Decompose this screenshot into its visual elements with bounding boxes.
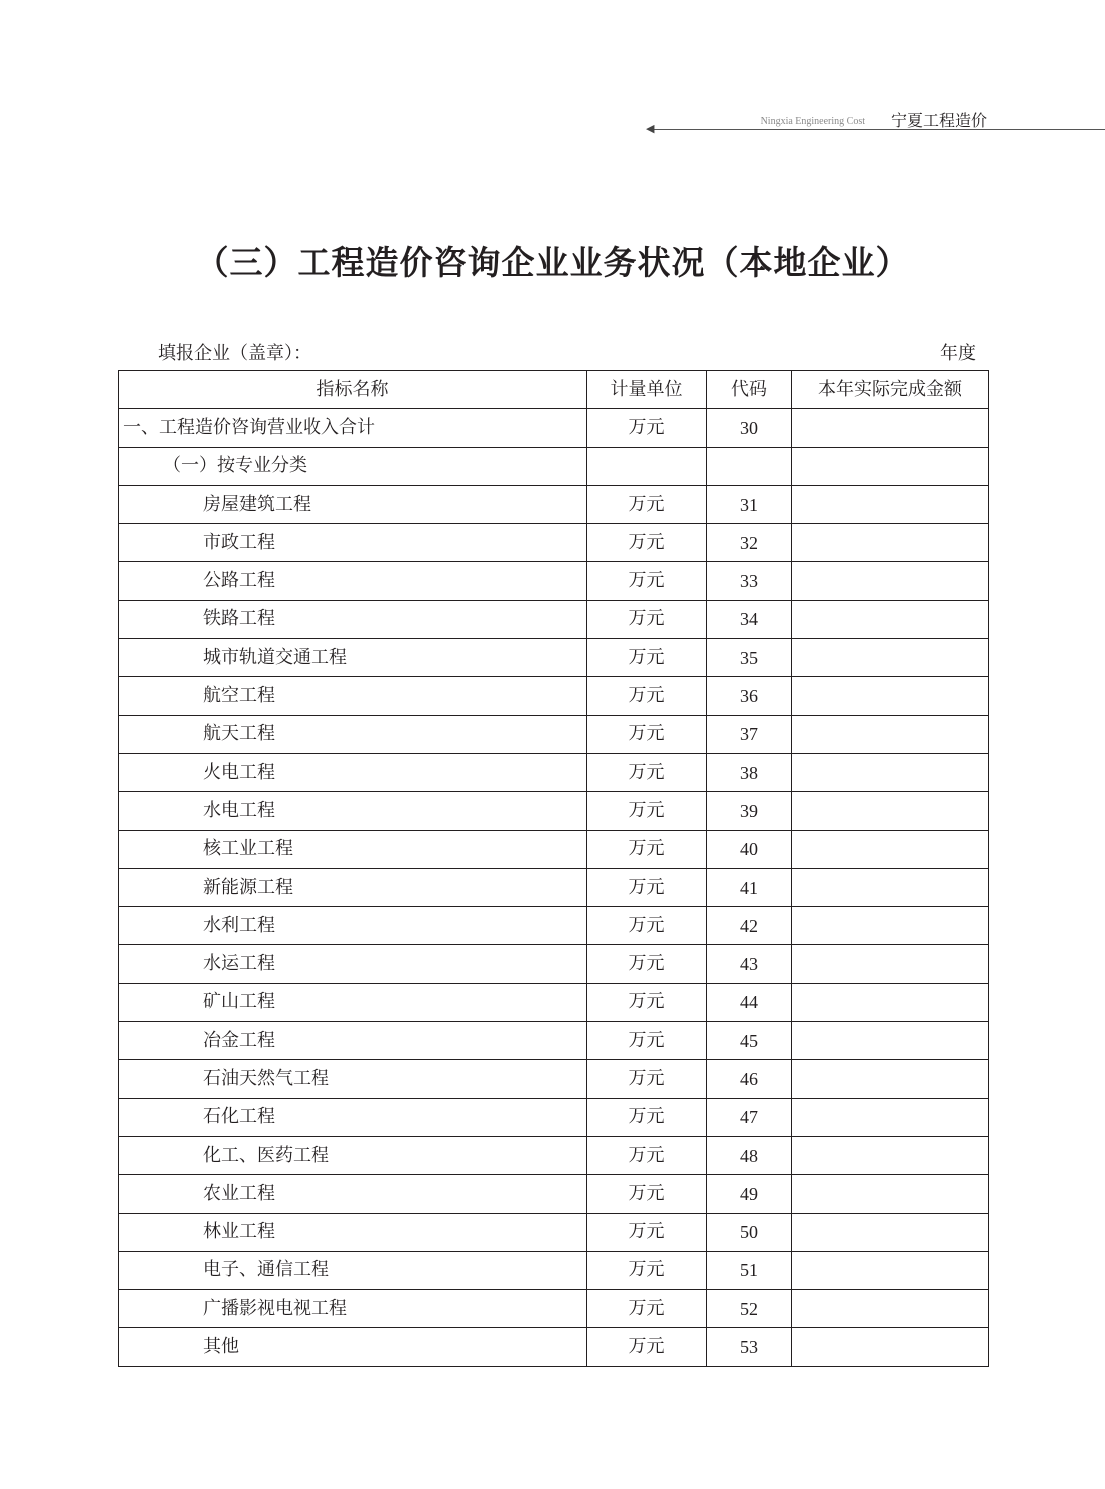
row-unit: 万元	[587, 1060, 707, 1098]
table-row	[119, 677, 989, 715]
table-row	[119, 945, 989, 983]
header-code: 代码	[707, 371, 792, 409]
table-row	[119, 983, 989, 1021]
row-amount-cell[interactable]	[792, 868, 989, 906]
row-unit: 万元	[587, 409, 707, 447]
row-indicator-name: 水运工程	[119, 945, 587, 983]
row-code: 51	[707, 1251, 792, 1289]
row-amount-cell[interactable]	[792, 600, 989, 638]
row-indicator-name: 公路工程	[119, 562, 587, 600]
report-table	[118, 370, 989, 1367]
row-unit: 万元	[587, 1022, 707, 1060]
row-unit: 万元	[587, 1251, 707, 1289]
table-row	[119, 1290, 989, 1328]
row-indicator-name: 化工、医药工程	[119, 1136, 587, 1174]
row-code: 36	[707, 677, 792, 715]
table-row	[119, 639, 989, 677]
table-row	[119, 715, 989, 753]
row-code: 44	[707, 983, 792, 1021]
row-amount-cell[interactable]	[792, 1213, 989, 1251]
row-indicator-name: 电子、通信工程	[119, 1251, 587, 1289]
row-amount-cell[interactable]	[792, 639, 989, 677]
row-indicator-name: 其他	[119, 1328, 587, 1366]
row-unit: 万元	[587, 524, 707, 562]
row-unit	[587, 447, 707, 485]
row-amount-cell[interactable]	[792, 409, 989, 447]
row-amount-cell[interactable]	[792, 677, 989, 715]
row-amount-cell[interactable]	[792, 1022, 989, 1060]
row-code: 47	[707, 1098, 792, 1136]
running-head-chinese: 宁夏工程造价	[890, 111, 987, 130]
filler-label: 填报企业（盖章）：	[158, 343, 311, 364]
row-indicator-name: 石油天然气工程	[119, 1060, 587, 1098]
row-code	[707, 447, 792, 485]
table-row	[119, 1060, 989, 1098]
row-amount-cell[interactable]	[792, 447, 989, 485]
row-amount-cell[interactable]	[792, 1251, 989, 1289]
row-amount-cell[interactable]	[792, 1136, 989, 1174]
row-code: 41	[707, 868, 792, 906]
row-code: 52	[707, 1290, 792, 1328]
table-row	[119, 447, 989, 485]
table-row	[119, 409, 989, 447]
row-unit: 万元	[587, 907, 707, 945]
row-amount-cell[interactable]	[792, 830, 989, 868]
row-unit: 万元	[587, 1328, 707, 1366]
row-indicator-name: （一）按专业分类	[119, 447, 587, 485]
table-body	[119, 409, 989, 1366]
table-row	[119, 524, 989, 562]
row-code: 42	[707, 907, 792, 945]
table-row	[119, 1098, 989, 1136]
row-indicator-name: 农业工程	[119, 1175, 587, 1213]
row-unit: 万元	[587, 485, 707, 523]
row-amount-cell[interactable]	[792, 945, 989, 983]
row-amount-cell[interactable]	[792, 715, 989, 753]
table-row	[119, 1175, 989, 1213]
row-indicator-name: 石化工程	[119, 1098, 587, 1136]
table-row	[119, 1328, 989, 1366]
row-unit: 万元	[587, 753, 707, 791]
row-amount-cell[interactable]	[792, 562, 989, 600]
row-amount-cell[interactable]	[792, 1175, 989, 1213]
row-amount-cell[interactable]	[792, 1060, 989, 1098]
row-code: 40	[707, 830, 792, 868]
row-unit: 万元	[587, 600, 707, 638]
row-unit: 万元	[587, 562, 707, 600]
row-code: 33	[707, 562, 792, 600]
row-indicator-name: 航空工程	[119, 677, 587, 715]
row-unit: 万元	[587, 945, 707, 983]
row-code: 35	[707, 639, 792, 677]
row-indicator-name: 新能源工程	[119, 868, 587, 906]
row-amount-cell[interactable]	[792, 983, 989, 1021]
table-row	[119, 1213, 989, 1251]
row-amount-cell[interactable]	[792, 753, 989, 791]
row-code: 34	[707, 600, 792, 638]
page-title: （三）工程造价咨询企业业务状况（本地企业）	[195, 243, 910, 282]
row-unit: 万元	[587, 1290, 707, 1328]
row-amount-cell[interactable]	[792, 524, 989, 562]
running-head-english: Ningxia Engineering Cost	[760, 116, 865, 127]
row-indicator-name: 冶金工程	[119, 1022, 587, 1060]
header-indicator-name: 指标名称	[119, 371, 587, 409]
row-code: 39	[707, 792, 792, 830]
table-row	[119, 1022, 989, 1060]
row-unit: 万元	[587, 639, 707, 677]
row-code: 50	[707, 1213, 792, 1251]
row-unit: 万元	[587, 868, 707, 906]
row-indicator-name: 矿山工程	[119, 983, 587, 1021]
row-unit: 万元	[587, 983, 707, 1021]
row-unit: 万元	[587, 1136, 707, 1174]
row-unit: 万元	[587, 715, 707, 753]
row-code: 48	[707, 1136, 792, 1174]
row-amount-cell[interactable]	[792, 1328, 989, 1366]
row-amount-cell[interactable]	[792, 792, 989, 830]
table-row	[119, 485, 989, 523]
row-indicator-name: 房屋建筑工程	[119, 485, 587, 523]
row-indicator-name: 铁路工程	[119, 600, 587, 638]
row-code: 30	[707, 409, 792, 447]
row-amount-cell[interactable]	[792, 485, 989, 523]
row-code: 43	[707, 945, 792, 983]
row-indicator-name: 一、工程造价咨询营业收入合计	[119, 409, 587, 447]
row-amount-cell[interactable]	[792, 1098, 989, 1136]
row-code: 38	[707, 753, 792, 791]
row-indicator-name: 市政工程	[119, 524, 587, 562]
row-indicator-name: 水利工程	[119, 907, 587, 945]
table-row	[119, 1136, 989, 1174]
table-row	[119, 907, 989, 945]
table-row	[119, 830, 989, 868]
header-unit: 计量单位	[587, 371, 707, 409]
row-indicator-name: 广播影视电视工程	[119, 1290, 587, 1328]
row-unit: 万元	[587, 830, 707, 868]
arrow-left-icon: ◀	[646, 122, 655, 135]
row-unit: 万元	[587, 1098, 707, 1136]
running-head-rule	[648, 129, 1105, 130]
row-unit: 万元	[587, 1175, 707, 1213]
row-indicator-name: 航天工程	[119, 715, 587, 753]
year-label: 年度	[940, 343, 976, 364]
row-indicator-name: 火电工程	[119, 753, 587, 791]
row-amount-cell[interactable]	[792, 1290, 989, 1328]
header-amount: 本年实际完成金额	[792, 371, 989, 409]
table-row	[119, 600, 989, 638]
row-unit: 万元	[587, 792, 707, 830]
row-code: 53	[707, 1328, 792, 1366]
row-code: 32	[707, 524, 792, 562]
row-code: 45	[707, 1022, 792, 1060]
row-code: 31	[707, 485, 792, 523]
row-code: 49	[707, 1175, 792, 1213]
table-row	[119, 868, 989, 906]
row-unit: 万元	[587, 677, 707, 715]
row-indicator-name: 林业工程	[119, 1213, 587, 1251]
row-code: 46	[707, 1060, 792, 1098]
row-indicator-name: 水电工程	[119, 792, 587, 830]
row-unit: 万元	[587, 1213, 707, 1251]
table-row	[119, 1251, 989, 1289]
row-indicator-name: 城市轨道交通工程	[119, 639, 587, 677]
table-row	[119, 753, 989, 791]
row-amount-cell[interactable]	[792, 907, 989, 945]
table-header-row	[119, 371, 989, 409]
row-indicator-name: 核工业工程	[119, 830, 587, 868]
table-row	[119, 792, 989, 830]
running-head	[600, 106, 1105, 136]
row-code: 37	[707, 715, 792, 753]
table-row	[119, 562, 989, 600]
